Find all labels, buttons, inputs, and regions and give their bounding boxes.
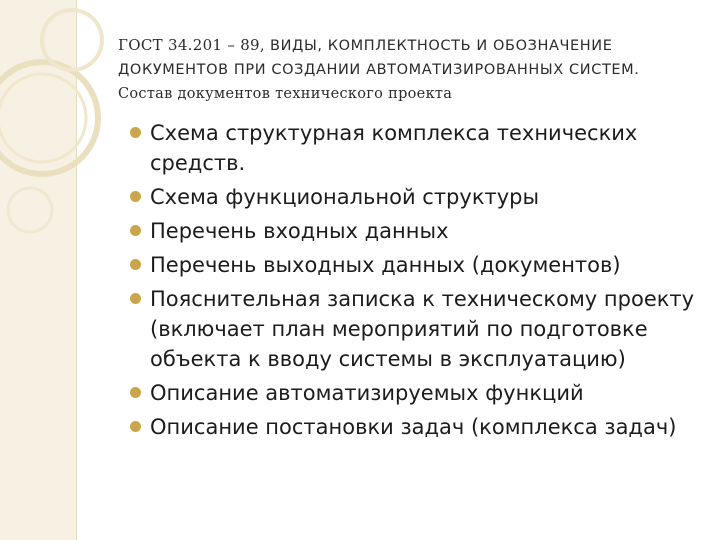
slide-title	[118, 34, 698, 106]
list-item: Схема структурная комплекса технических средств.	[130, 118, 700, 178]
list-item: Перечень входных данных	[130, 216, 700, 246]
list-item: Описание постановки задач (комплекса задач)	[130, 412, 700, 442]
title-heading: ВИДЫ, КОМПЛЕКТНОСТЬ И ОБОЗНАЧЕНИЕ ДОКУМЕНТОВ ПРИ СОЗДАНИИ АВТОМАТИЗИРОВАННЫХ СИСТЕМ.	[118, 38, 640, 78]
document-list	[130, 118, 700, 446]
title-standard-code: ГОСТ 34.201 – 89,	[118, 36, 271, 54]
list-item: Пояснительная записка к техническому проекту (включает план мероприятий по подготовке объекта к вводу системы в эксплуатацию)	[130, 284, 700, 374]
list-item: Схема функциональной структуры	[130, 182, 700, 212]
list-item: Описание автоматизируемых функций	[130, 378, 700, 408]
title-subheading: Состав документов технического проекта	[118, 86, 453, 102]
list-item: Перечень выходных данных (документов)	[130, 250, 700, 280]
